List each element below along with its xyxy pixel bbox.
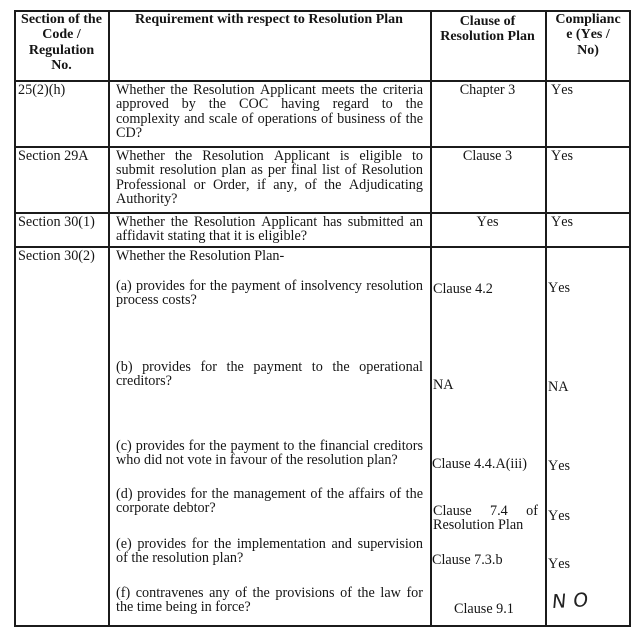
table-border-bottom [14, 625, 631, 627]
header-section-line: Code / [42, 27, 81, 43]
header-clause-cell [430, 14, 545, 45]
sub-requirement-d: (d) provides for the management of the affairs of the corporate debtor? [116, 486, 423, 517]
sub-requirement-a: (a) provides for the payment of insolvency resolution process costs? [116, 278, 423, 309]
sub-compliance-a: Yes [548, 280, 571, 296]
row-divider [14, 246, 631, 248]
table-border-left [14, 10, 16, 626]
column-divider [430, 10, 432, 626]
row-clause-cell: Yes [476, 214, 499, 230]
row-section-cell: Section 30(2) [18, 248, 95, 264]
sub-clause-b: NA [433, 377, 454, 393]
header-clause-line: Clause of [459, 14, 516, 29]
sub-clause-c: Clause 4.4.A(iii) [432, 456, 527, 472]
header-requirement-cell [108, 12, 430, 27]
header-compliance-line: Complianc [555, 12, 621, 27]
header-compliance-line: e (Yes / [566, 27, 610, 43]
sub-compliance-e: Yes [548, 556, 571, 572]
row-clause-cell: Clause 3 [462, 148, 513, 164]
header-compliance-line: No) [577, 42, 599, 58]
row-requirement-cell: Whether the Resolution Applicant meets the criteria approved by the COC having regard to the complexity and scale of operations of business of the CD? [116, 82, 423, 142]
handwritten-compliance-f: NO [551, 588, 597, 614]
table-border-right [629, 10, 631, 626]
sub-compliance-b: NA [548, 379, 569, 395]
column-divider [545, 10, 547, 626]
header-clause-line: Resolution Plan [440, 29, 535, 45]
header-section-line: Section of the [21, 12, 102, 27]
header-section-cell [14, 12, 109, 73]
sub-compliance-c: Yes [548, 458, 571, 474]
header-section-line: No. [51, 57, 72, 73]
row-section-cell: 25(2)(h) [18, 82, 66, 98]
row-compliance-cell: Yes [551, 148, 574, 164]
sub-clause-a: Clause 4.2 [433, 281, 493, 297]
sub-compliance-d: Yes [548, 508, 571, 524]
sub-clause-d: Clause 7.4 of Resolution Plan [433, 503, 538, 534]
header-compliance-cell [545, 12, 631, 58]
row-section-cell: Section 29A [18, 148, 89, 164]
sub-requirement-c: (c) provides for the payment to the financial creditors who did not vote in favour of the resolution plan? [116, 438, 423, 469]
row-section-cell: Section 30(1) [18, 214, 95, 230]
row-requirement-cell: Whether the Resolution Applicant is eligible to submit resolution plan as per final list of Resolution Professional or Order, if any, of the Adjudicating Authority? [116, 148, 423, 208]
sub-requirement-f: (f) contravenes any of the provisions of the law for the time being in force? [116, 585, 423, 616]
row-requirement-cell: Whether the Resolution Applicant has submitted an affidavit stating that it is eligible? [116, 214, 423, 245]
row-clause-cell: Chapter 3 [459, 82, 516, 98]
row-requirement-intro: Whether the Resolution Plan- [116, 248, 285, 264]
row-compliance-cell: Yes [551, 82, 574, 98]
sub-clause-f: Clause 9.1 [454, 601, 514, 617]
header-section-line: Regulation [28, 42, 95, 58]
row-compliance-cell: Yes [551, 214, 574, 230]
header-requirement-text: Requirement with respect to Resolution Plan [135, 12, 403, 27]
sub-requirement-e: (e) provides for the implementation and supervision of the resolution plan? [116, 536, 423, 567]
sub-clause-e: Clause 7.3.b [432, 552, 503, 568]
sub-requirement-b: (b) provides for the payment to the operational creditors? [116, 359, 423, 390]
column-divider [108, 10, 110, 626]
